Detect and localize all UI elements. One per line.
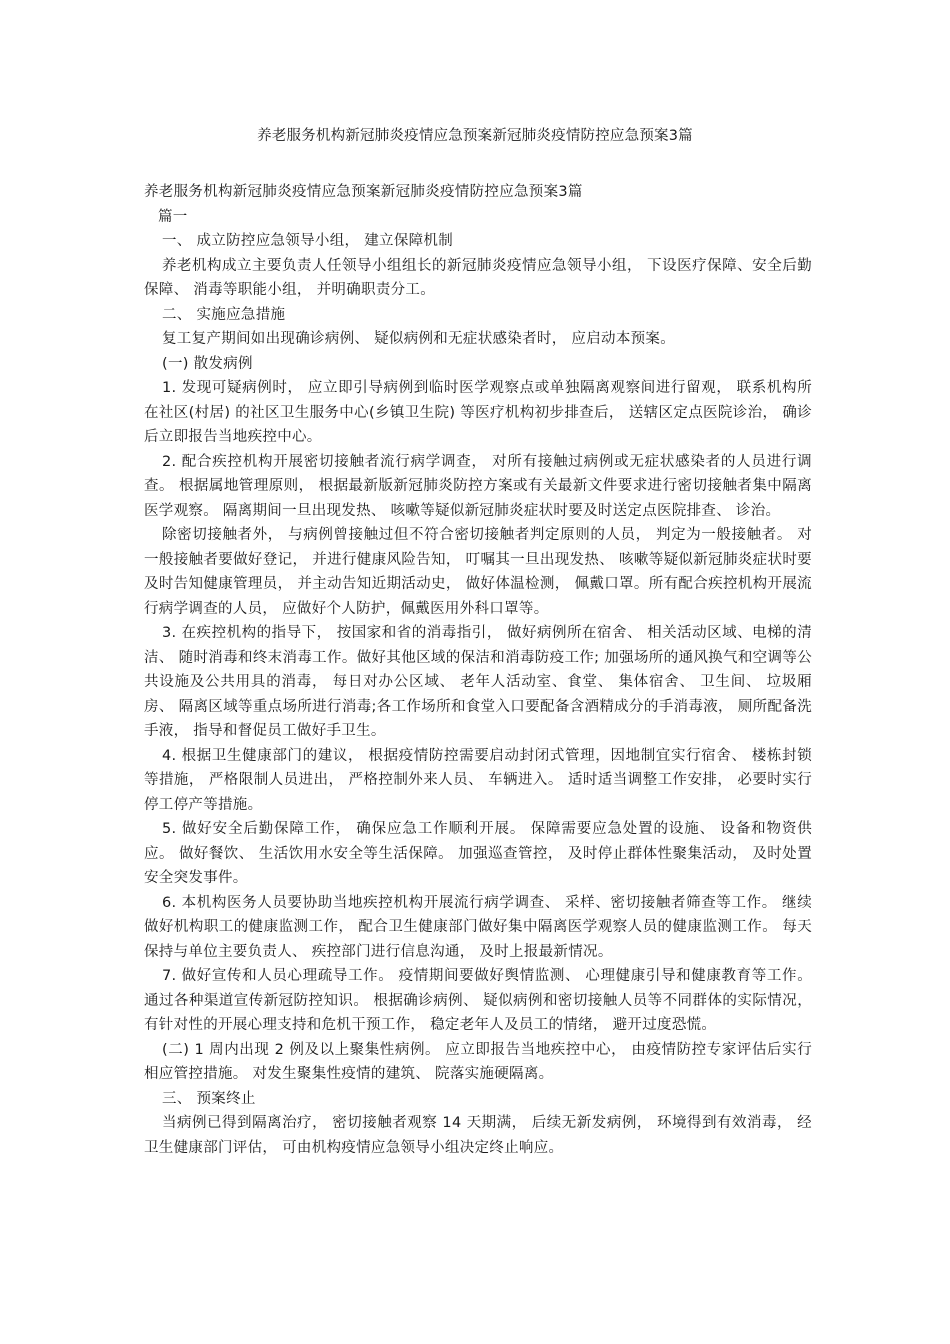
paragraph: 三、 预案终止 — [162, 1090, 256, 1107]
paragraph: 一、 成立防控应急领导小组， 建立保障机制 — [162, 233, 454, 249]
paragraph: 1. 发现可疑病例时， 应立即引导病例到临时医学观察点或单独隔离观察间进行留观， 联系机构所在社区(村居) 的社区卫生服务中心(乡镇卫生院) 等医疗机构初步排查后， 送辖区定点医院诊治， 确诊后立即报告当地疾控中心。 — [144, 380, 812, 445]
paragraph: (一) 散发病例 — [162, 355, 253, 372]
paragraph: 二、 实施应急措施 — [162, 306, 286, 323]
paragraph: 当病例已得到隔离治疗， 密切接触者观察 14 天期满， 后续无新发病例， 环境得到有效消毒， 经卫生健康部门评估， 可由机构疫情应急领导小组决定终止响应。 — [144, 1115, 812, 1156]
paragraph: 6. 本机构医务人员要协助当地疾控机构开展流行病学调查、 采样、密切接触者筛查等工作。 继续做好机构职工的健康监测工作， 配合卫生健康部门做好集中隔离医学观察人员的健康监测工作。 每天保持与单位主要负责人、 疾控部门进行信息沟通， 及时上报最新情况。 — [144, 894, 812, 960]
paragraph: 篇一 — [158, 208, 188, 225]
paragraph: 7. 做好宣传和人员心理疏导工作。 疫情期间要做好舆情监测、 心理健康引导和健康教育等工作。 通过各种渠道宣传新冠防控知识。 根据确诊病例、 疑似病例和密切接触人员等不同群体的实际情况， 有针对性的开展心理支持和危机干预工作， 稳定老年人及员工的情绪， 避开过度恐慌。 — [144, 968, 812, 1033]
paragraph: 养老服务机构新冠肺炎疫情应急预案新冠肺炎疫情防控应急预案3篇 — [144, 184, 583, 200]
paragraph: 除密切接触者外， 与病例曾接触过但不符合密切接触者判定原则的人员， 判定为一般接触者。 对一般接触者要做好登记， 并进行健康风险告知， 叮嘱其一旦出现发热、 咳嗽等疑似新冠肺炎症状时要及时告知健康管理员， 并主动告知近期活动史， 做好体温检测， 佩戴口罩。所有配合疾控机构开展流行病学调查的人员， 应做好个人防护，佩戴医用外科口罩等。 — [144, 527, 812, 617]
paragraph: 复工复产期间如出现确诊病例、 疑似病例和无症状感染者时， 应启动本预案。 — [162, 331, 676, 347]
paragraph: 养老机构成立主要负责人任领导小组组长的新冠肺炎疫情应急领导小组， 下设医疗保障、安全后勤保障、 消毒等职能小组， 并明确职责分工。 — [144, 257, 812, 298]
paragraph: 5. 做好安全后勤保障工作， 确保应急工作顺利开展。 保障需要应急处置的设施、 设备和物资供应。 做好餐饮、 生活饮用水安全等生活保障。 加强巡查管控， 及时停止群体性聚集活动， 及时处置安全突发事件。 — [144, 821, 812, 886]
paragraph: 3. 在疾控机构的指导下， 按国家和省的消毒指引， 做好病例所在宿舍、 相关活动区域、电梯的清洁、 随时消毒和终末消毒工作。做好其他区域的保洁和消毒防疫工作; 加强场所的通风换气和空调等公共设施及公共用具的消毒， 每日对办公区域、 老年人活动室、食堂、 集体宿舍、 卫生间、 垃圾厢房、 隔离区域等重点场所进行消毒;各工作场所和食堂入口要配备含酒精成分的手消毒液， 厕所配备洗手液， 指导和督促员工做好手卫生。 — [144, 625, 812, 739]
paragraph: 4. 根据卫生健康部门的建议， 根据疫情防控需要启动封闭式管理，因地制宜实行宿舍、 楼栋封锁等措施， 严格限制人员进出， 严格控制外来人员、 车辆进入。 适时适当调整工作安排， 必要时实行停工停产等措施。 — [144, 747, 812, 813]
paragraph: 2. 配合疾控机构开展密切接触者流行病学调查， 对所有接触过病例或无症状感染者的人员进行调查。 根据属地管理原则， 根据最新版新冠肺炎防控方案或有关最新文件要求进行密切接触者集中隔离医学观察。 隔离期间一旦出现发热、 咳嗽等疑似新冠肺炎症状时要及时送定点医院排查、 诊治。 — [144, 453, 812, 519]
document-body — [144, 180, 812, 1160]
paragraph: (二) 1 周内出现 2 例及以上聚集性病例。 应立即报告当地疾控中心， 由疫情防控专家评估后实行相应管控措施。 对发生聚集性疫情的建筑、 院落实施硬隔离。 — [144, 1041, 812, 1082]
document-title: 养老服务机构新冠肺炎疫情应急预案新冠肺炎疫情防控应急预案3篇 — [257, 128, 693, 144]
